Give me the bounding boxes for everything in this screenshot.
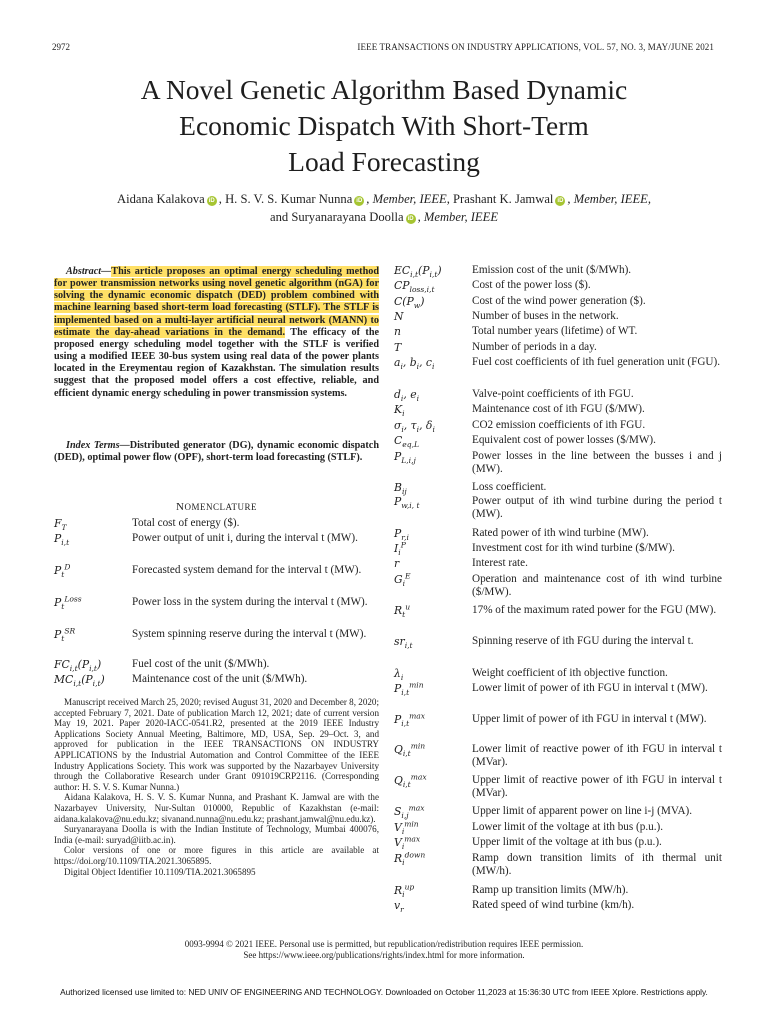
- symbol: $EC_{i,t}(P_{i,t})$: [394, 264, 442, 280]
- description: Total cost of energy ($).: [132, 517, 240, 529]
- symbol: $P_{i,t}^{min}$: [394, 680, 424, 698]
- index-terms-dash: —: [119, 440, 130, 451]
- description: Rated speed of wind turbine (km/h).: [472, 899, 635, 911]
- index-terms: [54, 440, 379, 464]
- description: Upper limit of reactive power of ith FGU in interval t (MVar).: [472, 774, 722, 799]
- copyright-notice: 0093-9994 © 2021 IEEE. Personal use is permitted, but republication/redistribution requires IEEE permission. See https://www.ieee.org/publications/rights/index.html for more information.: [184, 939, 584, 960]
- description: Operation and maintenance cost of ith wind turbine ($/MW).: [472, 573, 722, 598]
- symbol: n: [394, 325, 401, 338]
- symbol: $P_t^D$: [54, 562, 71, 580]
- description: Lower limit of reactive power of ith FGU in interval t (MVar).: [472, 743, 722, 768]
- orcid-icon[interactable]: iD: [356, 198, 363, 204]
- description: Number of periods in a day.: [472, 341, 597, 353]
- symbol: $a_i$, $b_i$, $c_i$: [394, 356, 435, 372]
- description: Forecasted system demand for the interval t (MW).: [132, 564, 362, 576]
- description: Upper limit of power of ith FGU in interval t (MW).: [472, 713, 707, 725]
- title-line: Load Forecasting: [288, 146, 480, 177]
- symbol: $P_{i,t}$: [54, 532, 70, 548]
- nomenclature-left: [54, 517, 379, 687]
- author-name: , Prashant K. Jamwal: [446, 192, 554, 206]
- description: Weight coefficient of ith objective function.: [472, 667, 668, 679]
- index-terms-text: Distributed generator (DG), dynamic economic dispatch (DED), optimal power flow (OPF), short-term load forecasting (STLF).: [54, 440, 379, 464]
- symbol: T: [394, 341, 402, 354]
- symbol: $R_i^{down}$: [394, 850, 426, 868]
- description: Maintenance cost of the unit ($/MWh).: [132, 673, 308, 685]
- footnote-affiliation: Aidana Kalakova, H. S. V. S. Kumar Nunna, and Prashant K. Jamwal are with the Nazarbayev University, Nur-Sultan 010000, Republic of Kazakhstan (e-mail: aidana.kalakova@nu.edu.kz; sivanand.nunna@nu.edu.kz; prashant.jamwal@nu.edu.kz).: [54, 792, 379, 824]
- footnote-doi: Digital Object Identifier 10.1109/TIA.2021.3065895: [64, 866, 256, 877]
- author-role: , Member, IEEE,: [567, 192, 652, 206]
- description: Maintenance cost of ith FGU ($/MW).: [472, 403, 645, 415]
- author-name: and Suryanarayana Doolla: [269, 210, 404, 224]
- symbol: $\lambda_i$: [394, 667, 404, 683]
- abstract-text: The efficacy of the proposed energy scheduling model together with the STLF is verified using a modified IEEE 30-bus system using real data of the power plants located in the Ereymentau region of Kazakhstan. The simulation results suggest that the proposed model offers a cost effective, reliable, and efficient dynamic energy scheduling in power transmission systems.: [54, 326, 380, 399]
- symbol: $\sigma_i$, $\tau_i$, $\delta_i$: [394, 419, 435, 435]
- description: Upper limit of the voltage at ith bus (p.u.).: [472, 836, 662, 848]
- symbol: $B_{ij}$: [394, 481, 407, 497]
- title-line: A Novel Genetic Algorithm Based Dynamic: [140, 74, 628, 105]
- description: Power losses in the line between the busses i and j (MW).: [472, 450, 722, 475]
- description: Investment cost for ith wind turbine ($/MW).: [472, 542, 675, 554]
- paper-title: [60, 72, 708, 180]
- symbol: $sr_{i,t}$: [394, 635, 413, 651]
- author-role: , Member, IEEE: [417, 210, 499, 224]
- description: Cost of the power loss ($).: [472, 279, 591, 291]
- orcid-icon[interactable]: iD: [557, 198, 564, 204]
- author-role: , Member, IEEE: [366, 192, 447, 206]
- symbol: r: [394, 557, 400, 570]
- description: Upper limit of apparent power on line i-j (MVA).: [472, 805, 693, 817]
- symbol: $P_{r,i}$: [394, 527, 409, 543]
- nomenclature-heading: NOMENCLATURE: [176, 501, 257, 513]
- description: Valve-point coefficients of ith FGU.: [472, 388, 634, 400]
- description: Fuel cost coefficients of ith fuel generation unit (FGU).: [472, 356, 721, 368]
- symbol: $FC_{i,t}(P_{i,t})$: [54, 658, 102, 674]
- symbol: $P_t^{Loss}$: [54, 594, 82, 612]
- description: Equivalent cost of power losses ($/MW).: [472, 434, 656, 446]
- symbol: $P_{i,t}^{max}$: [394, 711, 426, 729]
- symbol: $V_i^{max}$: [394, 834, 421, 852]
- symbol: $v_r$: [394, 899, 404, 915]
- nomenclature-right: [394, 264, 722, 914]
- symbol: $MC_{i,t}(P_{i,t})$: [54, 673, 105, 689]
- description: Ramp down transition limits of ith thermal unit (MW/h).: [472, 852, 722, 877]
- footnotes: [54, 697, 379, 877]
- abstract-dash: —: [101, 266, 112, 277]
- symbol: $Q_{i,t}^{max}$: [394, 772, 427, 790]
- author-name: , H. S. V. S. Kumar Nunna: [218, 192, 353, 206]
- symbol: $Q_{i,t}^{min}$: [394, 741, 426, 759]
- description: Interest rate.: [472, 557, 528, 569]
- description: Power loss in the system during the interval t (MW).: [132, 596, 368, 608]
- orcid-icon[interactable]: iD: [407, 216, 414, 222]
- author-list: [40, 190, 728, 226]
- description: Lower limit of the voltage at ith bus (p.u.).: [472, 821, 664, 833]
- symbol: $C_{eq,L}$: [394, 434, 419, 450]
- symbol: $S_{i,j}^{max}$: [394, 803, 425, 821]
- description: Fuel cost of the unit ($/MWh).: [132, 658, 270, 670]
- orcid-icon[interactable]: iD: [208, 198, 215, 204]
- description: Rated power of ith wind turbine (MW).: [472, 527, 649, 539]
- description: Power output of ith wind turbine during the period t (MW).: [472, 495, 722, 520]
- symbol: $R_t^u$: [394, 602, 411, 620]
- symbol: $I_i^P$: [394, 540, 406, 558]
- authorized-use-notice: Authorized licensed use limited to: NED UNIV OF ENGINEERING AND TECHNOLOGY. Downloaded on October 11,2023 at 15:36:30 UTC from IEEE Xplore. Restrictions apply.: [60, 987, 708, 997]
- symbol: $G_i^E$: [394, 571, 411, 589]
- description: Ramp up transition limits (MW/h).: [472, 884, 629, 896]
- author-name: Aidana Kalakova: [116, 192, 205, 206]
- symbol: $V_i^{min}$: [394, 819, 419, 837]
- symbol: $R_i^{up}$: [394, 882, 415, 900]
- symbol: $P_t^{SR}$: [54, 626, 76, 644]
- symbol: $P_{L,i,j}$: [394, 450, 416, 466]
- journal-header: IEEE TRANSACTIONS ON INDUSTRY APPLICATIONS, VOL. 57, NO. 3, MAY/JUNE 2021: [357, 42, 714, 52]
- footnote-affiliation: Suryanarayana Doolla is with the Indian Institute of Technology, Mumbai 400076, India (e-mail: suryad@iitb.ac.in).: [54, 824, 379, 845]
- title-line: Economic Dispatch With Short-Term: [179, 110, 589, 141]
- description: Cost of the wind power generation ($).: [472, 295, 646, 307]
- symbol: $CP_{loss,i,t}$: [394, 279, 435, 295]
- symbol: N: [394, 310, 404, 323]
- description: Total number years (lifetime) of WT.: [472, 325, 638, 337]
- abstract-label: Abstract: [66, 266, 102, 277]
- footnote-color-versions[interactable]: Color versions of one or more figures in this article are available at https://doi.org/10.1109/TIA.2021.3065895.: [54, 845, 379, 866]
- description: Number of buses in the network.: [472, 310, 619, 322]
- symbol: $F_T$: [54, 517, 67, 533]
- footnote-manuscript: Manuscript received March 25, 2020; revised August 31, 2020 and December 8, 2020; accepted February 7, 2021. Date of publication March 12, 2021; date of current version May 19, 2021. Paper 2020-IACC-0541.R2, presented at the 2019 IEEE Industry Applications Society Annual Meeting, Baltimore, MD, USA, Sep. 29–Oct. 3, and approved for publication in the IEEE TRANSACTIONS ON INDUSTRY APPLICATIONS by the Industrial Automation and Control Committee of the IEEE Industry Applications Society. This work was supported by the Nazarbayev University through the Collaborative Research under Grant 091019CRP2116. (Corresponding author: H. S. V. S. Kumar Nunna.): [54, 697, 379, 792]
- description: Lower limit of power of ith FGU in interval t (MW).: [472, 682, 708, 694]
- description: 17% of the maximum rated power for the FGU (MW).: [472, 604, 717, 616]
- description: System spinning reserve during the interval t (MW).: [132, 628, 367, 640]
- description: Spinning reserve of ith FGU during the interval t.: [472, 635, 694, 647]
- abstract: [54, 266, 379, 400]
- symbol: $d_i$, $e_i$: [394, 388, 420, 404]
- description: CO2 emission coefficients of ith FGU.: [472, 419, 646, 431]
- description: Loss coefficient.: [472, 481, 547, 493]
- symbol: $K_i$: [394, 403, 405, 419]
- index-terms-label: Index Terms: [66, 440, 120, 451]
- page-number: 2972: [52, 42, 70, 52]
- description: Power output of unit i, during the interval t (MW).: [132, 532, 358, 544]
- abstract-highlighted-text[interactable]: This article proposes an optimal energy scheduling method for power transmission networks using novel genetic algorithm (nGA) for solving the dynamic economic dispatch (DED) problem combined with machine learning based short-term load forecasting (STLF). The STLF is implemented based on a multi-layer artificial neural network (MANN) to estimate the day-ahead variations in the demand.: [54, 266, 379, 338]
- symbol: $P_{w,i, t}$: [394, 495, 420, 511]
- description: Emission cost of the unit ($/MWh).: [472, 264, 632, 276]
- symbol: $C(P_w)$: [394, 295, 425, 311]
